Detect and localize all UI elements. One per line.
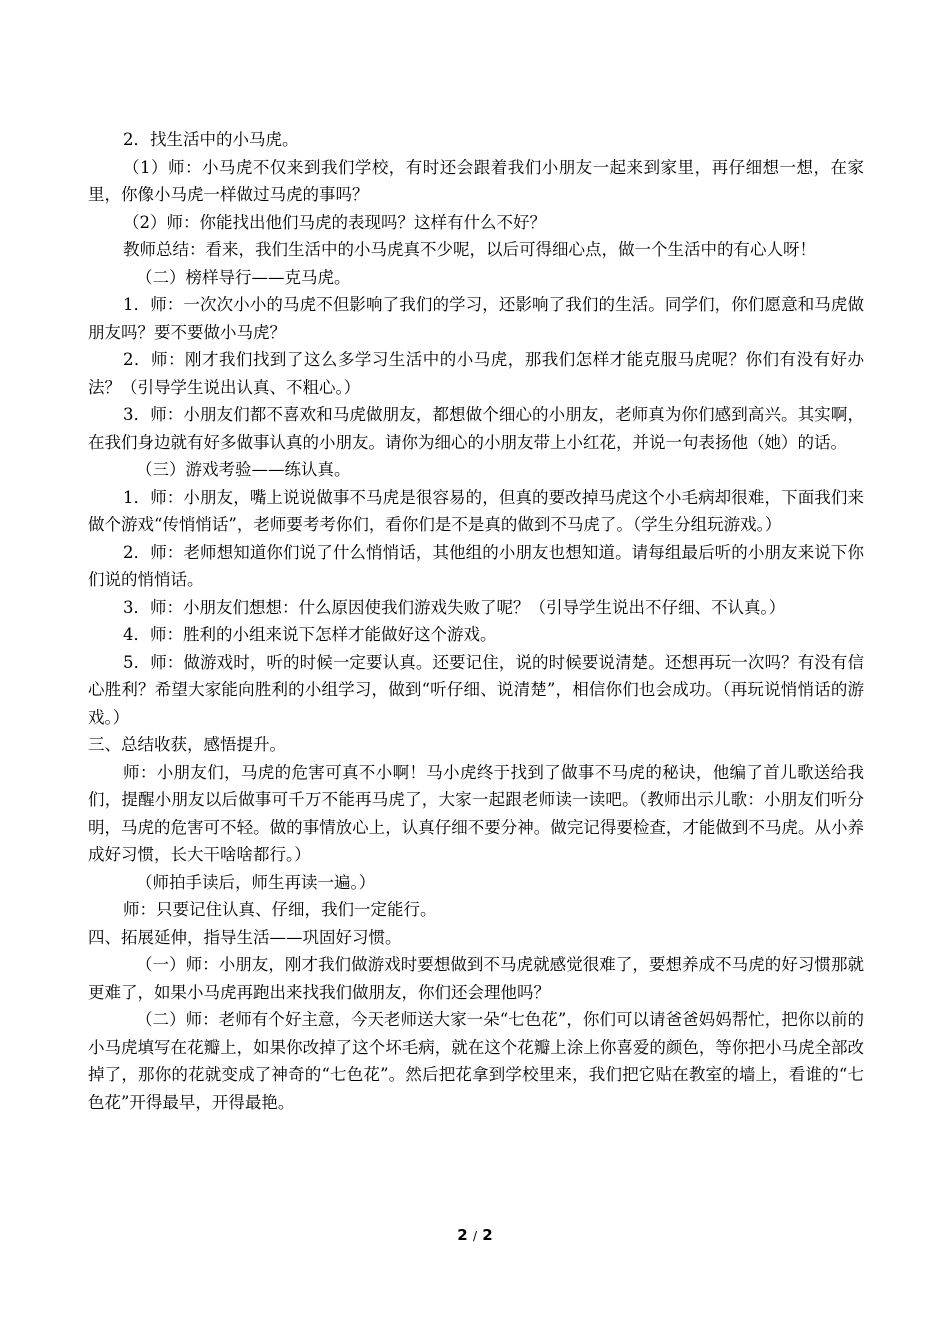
paragraph: 师：小朋友们，马虎的危害可真不小啊！马小虎终于找到了做事不马虎的秘诀，他编了首儿歌送给我们，提醒小朋友以后做事可千万不能再马虎了，大家一起跟老师读一读吧。（教师出示儿歌：小朋友们听分明，马虎的危害可不轻。做的事情放心上，认真仔细不要分神。做完记得要检查，才能做到不马虎。从小养成好习惯，长大干啥啥都行。） xyxy=(88,762,864,864)
document-body xyxy=(88,126,864,1116)
paragraph: 师：只要记住认真、仔细，我们一定能行。 xyxy=(123,900,437,919)
paragraph: （二）师：老师有个好主意，今天老师送大家一朵“七色花”，你们可以请爸爸妈妈帮忙，把你以前的小马虎填写在花瓣上，如果你改掉了这个坏毛病，就在这个花瓣上涂上你喜爱的颜色，等你把小马虎全部改掉了，那你的花就变成了神奇的“七色花”。然后把花拿到学校里来，我们把它贴在教室的墙上，看谁的“七色花”开得最早，开得最艳。 xyxy=(88,1010,864,1112)
paragraph: 教师总结：看来，我们生活中的小马虎真不少呢，以后可得细心点，做一个生活中的有心人呀！ xyxy=(123,240,816,259)
paragraph: 2．师：老师想知道你们说了什么悄悄话，其他组的小朋友也想知道。请每组最后听的小朋友来说下你们说的悄悄话。 xyxy=(88,542,864,589)
paragraph: 3．师：小朋友们想想：什么原因使我们游戏失败了呢？（引导学生说出不仔细、不认真。） xyxy=(123,597,786,617)
paragraph: 2．师：刚才我们找到了这么多学习生活中的小马虎，那我们怎样才能克服马虎呢？你们有没有好办法？（引导学生说出认真、不粗心。） xyxy=(88,350,864,397)
total-page-number: 2 xyxy=(482,1226,493,1244)
paragraph: （一）师：小朋友，刚才我们做游戏时要想做到不马虎就感觉很难了，要想养成不马虎的好习惯那就更难了，如果小马虎再跑出来找我们做朋友，你们还会理他吗？ xyxy=(88,955,864,1002)
page-number xyxy=(0,1226,950,1244)
paragraph: 4．师：胜利的小组来说下怎样才能做好这个游戏。 xyxy=(123,625,497,644)
paragraph: （1）师：小马虎不仅来到我们学校，有时还会跟着我们小朋友一起来到家里，再仔细想一想，在家里，你像小马虎一样做过马虎的事吗？ xyxy=(88,157,864,204)
paragraph: 三、总结收获，感悟提升。 xyxy=(88,735,286,754)
page-separator: / xyxy=(472,1229,478,1243)
paragraph: （2）师：你能找出他们马虎的表现吗？这样有什么不好？ xyxy=(123,212,546,232)
paragraph: 1．师：一次次小小的马虎不但影响了我们的学习，还影响了我们的生活。同学们，你们愿意和马虎做朋友吗？要不要做小马虎？ xyxy=(88,295,864,342)
current-page-number: 2 xyxy=(457,1226,468,1244)
paragraph: 2．找生活中的小马虎。 xyxy=(123,130,299,149)
paragraph: （二）榜样导行——克马虎。 xyxy=(136,267,351,287)
paragraph: 四、拓展延伸，指导生活——巩固好习惯。 xyxy=(88,927,402,947)
paragraph: 5．师：做游戏时，听的时候一定要认真。还要记住，说的时候要说清楚。还想再玩一次吗？有没有信心胜利？希望大家能向胜利的小组学习，做到“听仔细、说清楚”，相信你们也会成功。（再玩说悄悄话的游戏。） xyxy=(88,652,864,727)
paragraph: 3．师：小朋友们都不喜欢和马虎做朋友，都想做个细心的小朋友，老师真为你们感到高兴。其实啊，在我们身边就有好多做事认真的小朋友。请你为细心的小朋友带上小红花，并说一句表扬他（她）的话。 xyxy=(88,405,864,452)
paragraph: （三）游戏考验——练认真。 xyxy=(136,460,351,479)
paragraph: 1．师：小朋友，嘴上说说做事不马虎是很容易的，但真的要改掉马虎这个小毛病却很难，下面我们来做个游戏“传悄悄话”，老师要考考你们，看你们是不是真的做到不马虎了。（学生分组玩游戏。） xyxy=(88,487,864,534)
paragraph: （师拍手读后，师生再读一遍。） xyxy=(136,872,376,892)
